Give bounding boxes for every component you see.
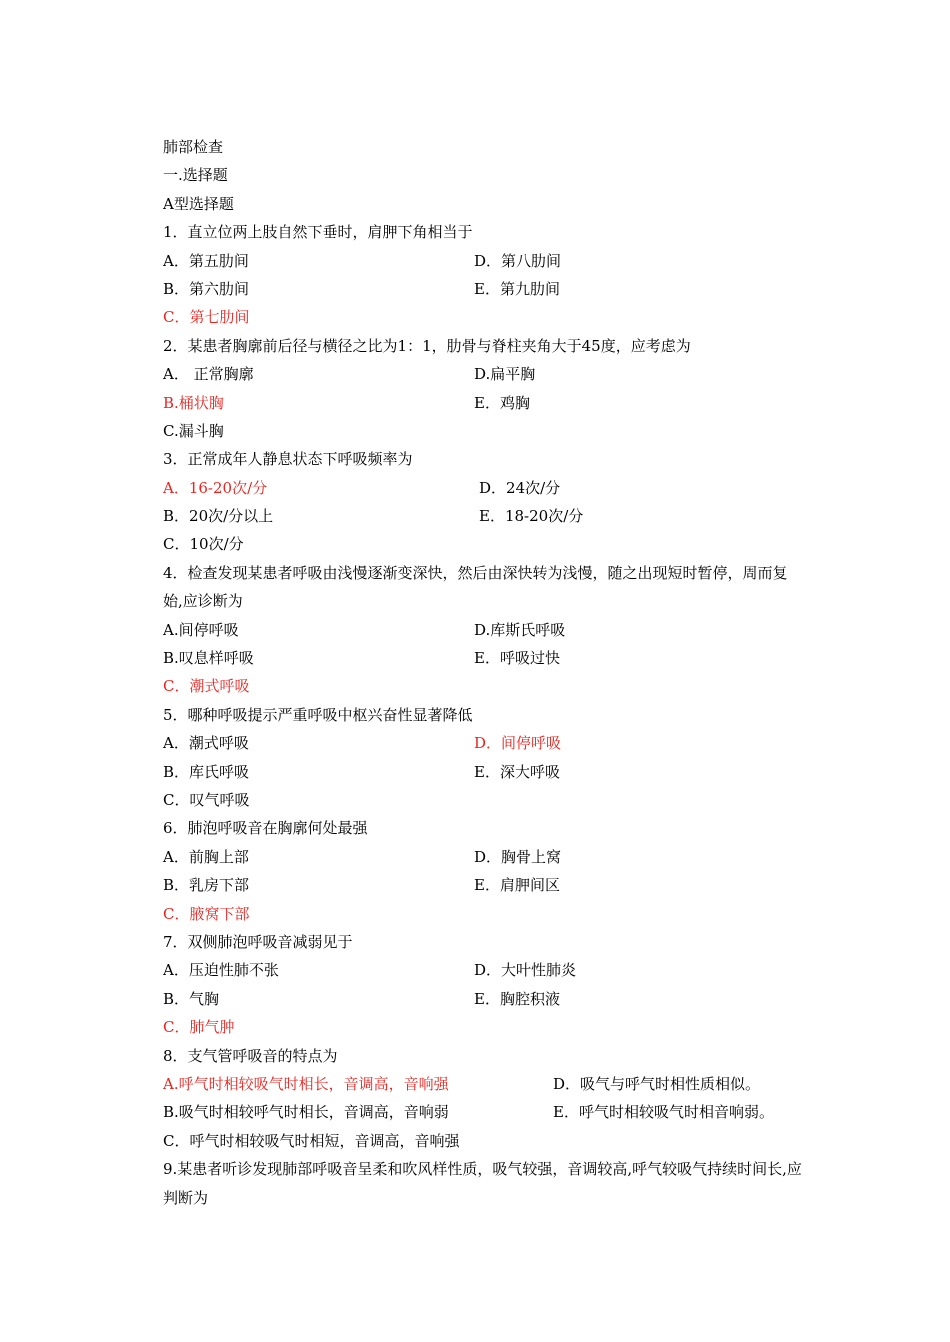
option-e: E．胸腔积液 bbox=[474, 989, 560, 1008]
option-d: D.库斯氏呼吸 bbox=[474, 620, 566, 639]
question-3 bbox=[163, 445, 803, 559]
option-c-answer: C．腋窝下部 bbox=[163, 904, 250, 923]
section-heading: 一.选择题 bbox=[163, 166, 228, 185]
option-d: D．24次/分 bbox=[479, 478, 561, 497]
option-b: B．库氏呼吸 bbox=[163, 762, 250, 781]
option-row bbox=[163, 474, 803, 502]
question-7 bbox=[163, 928, 803, 1042]
option-c-answer: C．肺气肿 bbox=[163, 1018, 235, 1037]
question-stem: 7．双侧肺泡呼吸音减弱见于 bbox=[163, 932, 353, 951]
option-a: A．第五肋间 bbox=[163, 251, 249, 270]
option-row bbox=[163, 758, 803, 786]
option-e: E．呼吸过快 bbox=[474, 649, 560, 668]
option-e: E．第九肋间 bbox=[474, 279, 560, 298]
option-row bbox=[163, 360, 803, 388]
question-stem: 4．检查发现某患者呼吸由浅慢逐渐变深快，然后由深快转为浅慢，随之出现短时暂停，周而复始,应诊断为 bbox=[163, 563, 788, 611]
question-stem: 2．某患者胸廓前后径与横径之比为1：1，肋骨与脊柱夹角大于45度，应考虑为 bbox=[163, 336, 691, 355]
option-d: D．吸气与呼气时相性质相似。 bbox=[553, 1074, 761, 1093]
option-d: D．大叶性肺炎 bbox=[474, 961, 577, 980]
question-2 bbox=[163, 332, 803, 446]
option-a: A． 正常胸廓 bbox=[163, 365, 254, 384]
option-e: E．鸡胸 bbox=[474, 393, 530, 412]
document-body bbox=[163, 133, 803, 1212]
option-row bbox=[163, 956, 803, 984]
document-title: 肺部检查 bbox=[163, 138, 224, 156]
option-b: B．第六肋间 bbox=[163, 279, 250, 298]
option-a: A．压迫性肺不张 bbox=[163, 961, 279, 980]
option-e: E．肩胛间区 bbox=[474, 876, 560, 895]
question-5 bbox=[163, 701, 803, 815]
option-e: E．深大呼吸 bbox=[474, 762, 560, 781]
option-row bbox=[163, 1070, 803, 1098]
option-row bbox=[163, 275, 803, 303]
option-b: B.叹息样呼吸 bbox=[163, 649, 254, 668]
question-6 bbox=[163, 814, 803, 928]
question-stem: 8．支气管呼吸音的特点为 bbox=[163, 1046, 338, 1065]
option-row bbox=[163, 644, 803, 672]
question-stem: 3．正常成年人静息状态下呼吸频率为 bbox=[163, 450, 413, 469]
option-row bbox=[163, 616, 803, 644]
option-b-answer: B.桶状胸 bbox=[163, 393, 224, 412]
option-b: B．气胸 bbox=[163, 989, 220, 1008]
option-row bbox=[163, 502, 803, 530]
option-e: E．18-20次/分 bbox=[479, 507, 584, 526]
option-row bbox=[163, 389, 803, 417]
option-a: A．前胸上部 bbox=[163, 847, 249, 866]
option-d-answer: D．间停呼吸 bbox=[474, 734, 562, 753]
option-e: E．呼气时相较吸气时相音响弱。 bbox=[553, 1103, 774, 1122]
option-c: C.漏斗胸 bbox=[163, 421, 224, 440]
option-row bbox=[163, 871, 803, 899]
option-row bbox=[163, 843, 803, 871]
option-a-answer: A．16-20次/分 bbox=[163, 478, 268, 497]
question-9 bbox=[163, 1155, 803, 1212]
question-stem: 9.某患者听诊发现肺部呼吸音呈柔和吹风样性质，吸气较强，音调较高,呼气较吸气持续时间长,应判断为 bbox=[163, 1160, 802, 1207]
option-d: D．第八肋间 bbox=[474, 251, 562, 270]
subsection-heading: A型选择题 bbox=[163, 194, 234, 213]
option-c-answer: C．第七肋间 bbox=[163, 308, 250, 327]
option-a: A．潮式呼吸 bbox=[163, 734, 249, 753]
option-row bbox=[163, 1098, 803, 1126]
option-c: C．10次/分 bbox=[163, 535, 244, 554]
option-d: D．胸骨上窝 bbox=[474, 847, 562, 866]
option-c: C．叹气呼吸 bbox=[163, 791, 250, 810]
option-a-answer: A.呼气时相较吸气时相长，音调高，音响强 bbox=[163, 1074, 449, 1093]
option-row bbox=[163, 985, 803, 1013]
question-stem: 5．哪种呼吸提示严重呼吸中枢兴奋性显著降低 bbox=[163, 705, 473, 724]
question-stem: 6．肺泡呼吸音在胸廓何处最强 bbox=[163, 819, 368, 838]
option-a: A.间停呼吸 bbox=[163, 620, 239, 639]
question-1 bbox=[163, 218, 803, 332]
question-stem: 1．直立位两上肢自然下垂时，肩胛下角相当于 bbox=[163, 223, 473, 242]
option-row bbox=[163, 247, 803, 275]
option-c-answer: C．潮式呼吸 bbox=[163, 677, 250, 696]
question-8 bbox=[163, 1042, 803, 1156]
option-c: C．呼气时相较吸气时相短，音调高，音响强 bbox=[163, 1131, 460, 1150]
option-b: B．乳房下部 bbox=[163, 876, 250, 895]
question-4 bbox=[163, 559, 803, 701]
option-b: B.吸气时相较呼气时相长，音调高，音响弱 bbox=[163, 1103, 449, 1122]
option-d: D.扁平胸 bbox=[474, 365, 536, 384]
option-b: B．20次/分以上 bbox=[163, 507, 274, 526]
option-row bbox=[163, 729, 803, 757]
